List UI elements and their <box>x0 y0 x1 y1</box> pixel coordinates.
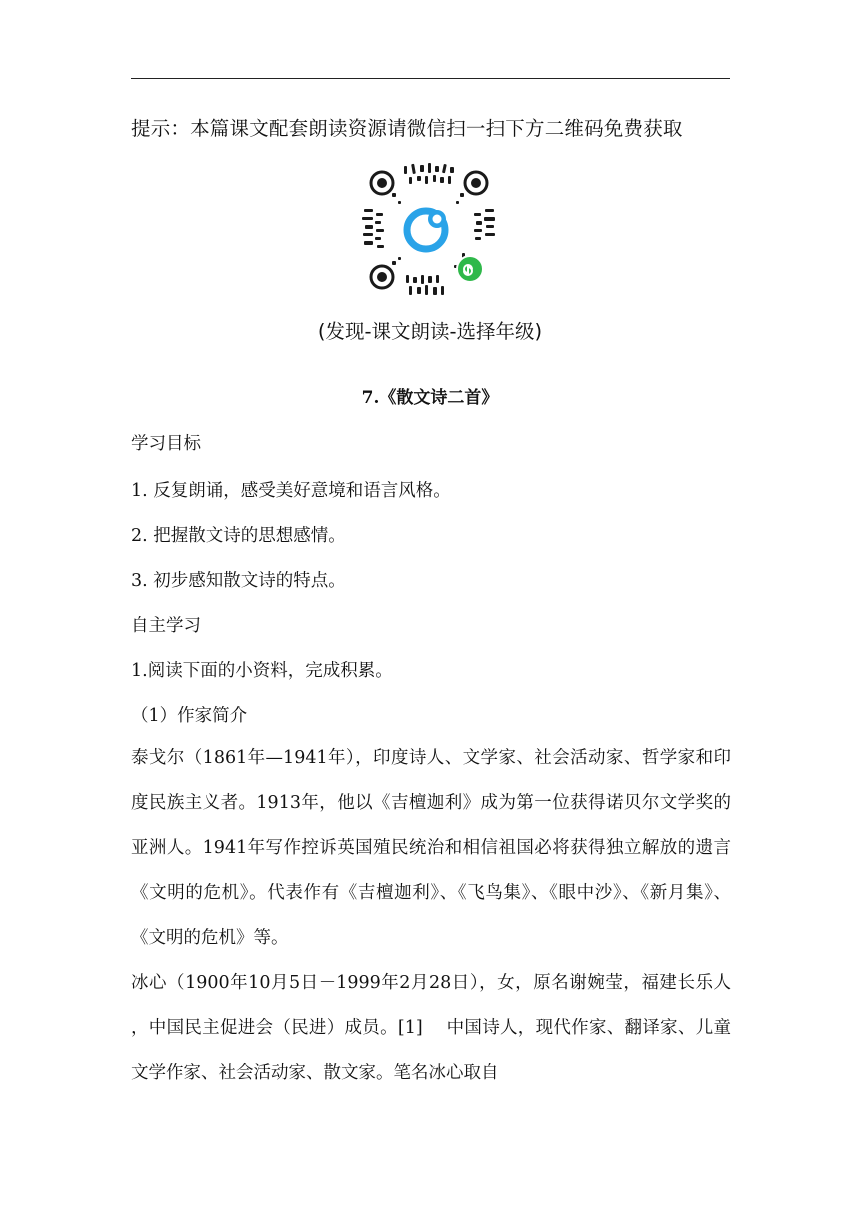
lesson-title: 7.《散文诗二首》 <box>361 388 499 408</box>
goal-item: 1. 反复朗诵，感受美好意境和语言风格。 <box>131 481 451 501</box>
qr-finder-top-right <box>465 172 487 194</box>
goal-item: 2. 把握散文诗的思想感情。 <box>131 526 346 546</box>
mini-program-logo <box>402 202 456 256</box>
goals-heading: 学习目标 <box>131 434 201 454</box>
wechat-mini-program-icon <box>457 256 483 282</box>
header-rule <box>131 78 730 79</box>
author-intro-heading: （1）作家简介 <box>131 706 248 726</box>
self-study-heading: 自主学习 <box>131 616 201 636</box>
qr-finder-bottom-left <box>371 266 393 288</box>
qr-code-graphic <box>362 163 496 297</box>
bingxin-bio: 冰心（1900年10月5日－1999年2月28日），女，原名谢婉莹，福建长乐人 ，中国民主促进会（民进）成员。[1] 中国诗人，现代作家、翻译家、儿童文学作家、社会活动家、散文家。笔名冰心取自 <box>131 973 731 1083</box>
qr-finder-top-left <box>371 172 393 194</box>
qr-code[interactable] <box>362 163 496 297</box>
tagore-bio: 泰戈尔（1861年—1941年），印度诗人、文学家、社会活动家、哲学家和印度民族主义者。1913年，他以《吉檀迦利》成为第一位获得诺贝尔文学奖的亚洲人。1941年写作控诉英国殖民统治和相信祖国必将获得独立解放的遗言《文明的危机》。代表作有《吉檀迦利》、《飞鸟集》、《眼中沙》、《新月集》、《文明的危机》等。 <box>131 748 731 948</box>
self-study-task: 1.阅读下面的小资料，完成积累。 <box>131 661 393 681</box>
goal-item: 3. 初步感知散文诗的特点。 <box>131 571 346 591</box>
audio-resource-hint: 提示：本篇课文配套朗读资源请微信扫一扫下方二维码免费获取 <box>131 117 683 140</box>
qr-caption: (发现-课文朗读-选择年级) <box>317 320 543 343</box>
